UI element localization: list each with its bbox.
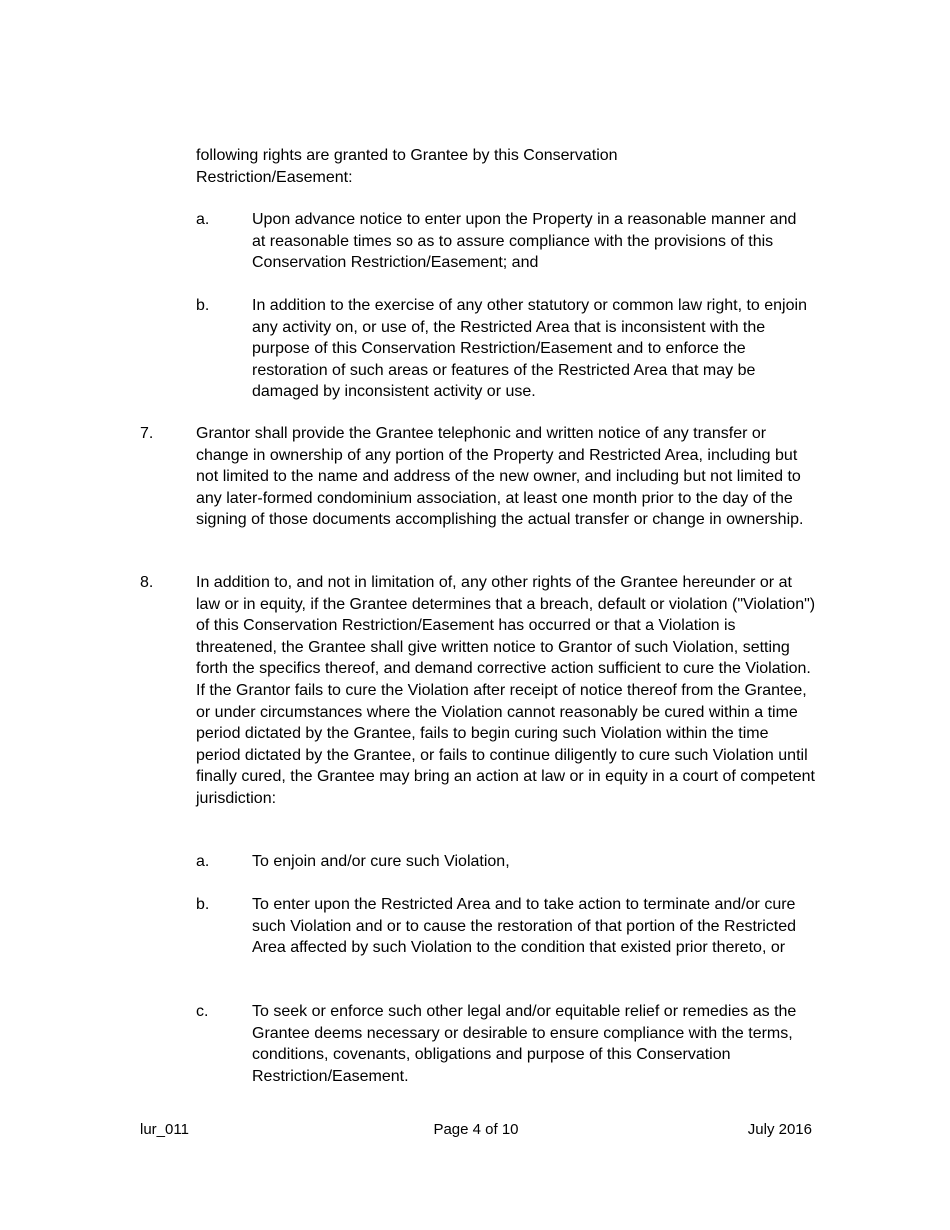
list-marker: b. <box>196 896 210 913</box>
section-text: In addition to, and not in limitation of, any other rights of the Grantee hereunder or at law or in equity, if the Grantee determines that a breach, default or violation ("Violation") of this Conservation Restriction/Easement has occurred or that a Violation is threatened, the Grantee shall give written notice to Grantor of such Violation, setting forth the specifics thereof, and demand corrective action sufficient to cure the Violation. If the Grantor fails to cure the Violation after receipt of notice thereof from the Grantee, or under circumstances where the Violation cannot reasonably be cured within a time period dictated by the Grantee, fails to begin curing such Violation within the time period dictated by the Grantee, or fails to continue diligently to cure such Violation until finally cured, the Grantee may bring an action at law or in equity in a court of competent jurisdiction: <box>196 574 816 807</box>
list-marker: a. <box>196 211 210 228</box>
list-marker: c. <box>196 1003 209 1020</box>
footer-date: July 2016 <box>747 1121 812 1138</box>
list-item-text: To enter upon the Restricted Area and to take action to terminate and/or cure such Violation and or to cause the restoration of that portion of the Restricted Area affected by such Violation to the condition that existed prior thereto, or <box>252 896 797 957</box>
intro-text: following rights are granted to Grantee by this Conservation Restriction/Easement: <box>196 147 618 186</box>
footer-doc-id: lur_011 <box>140 1121 189 1138</box>
footer-page-number: Page 4 of 10 <box>433 1121 519 1138</box>
list-item-text: In addition to the exercise of any other statutory or common law right, to enjoin any activity on, or use of, the Restricted Area that is inconsistent with the purpose of this Conservation Restriction/Easement and to enforce the restoration of such areas or features of the Restricted Area that may be damaged by inconsistent activity or use. <box>252 297 807 401</box>
section-number: 8. <box>140 574 154 591</box>
list-item-text: To seek or enforce such other legal and/or equitable relief or remedies as the Grantee deems necessary or desirable to ensure compliance with the terms, conditions, covenants, obligations and purpose of this Conservation Restriction/Easement. <box>252 1003 797 1085</box>
list-item-text: Upon advance notice to enter upon the Property in a reasonable manner and at reasonable times so as to assure compliance with the provisions of this Conservation Restriction/Easement; and <box>252 211 797 272</box>
section-number: 7. <box>140 425 154 442</box>
list-marker: b. <box>196 297 210 314</box>
section-text: Grantor shall provide the Grantee telephonic and written notice of any transfer or change in ownership of any portion of the Property and Restricted Area, including but not limited to the name and address of the new owner, and including but not limited to any later-formed condominium association, at least one month prior to the day of the signing of those documents accomplishing the actual transfer or change in ownership. <box>196 425 804 529</box>
list-marker: a. <box>196 853 210 870</box>
intro-paragraph <box>196 145 666 188</box>
page-footer <box>140 1119 812 1141</box>
list-item-text: To enjoin and/or cure such Violation, <box>252 853 510 870</box>
